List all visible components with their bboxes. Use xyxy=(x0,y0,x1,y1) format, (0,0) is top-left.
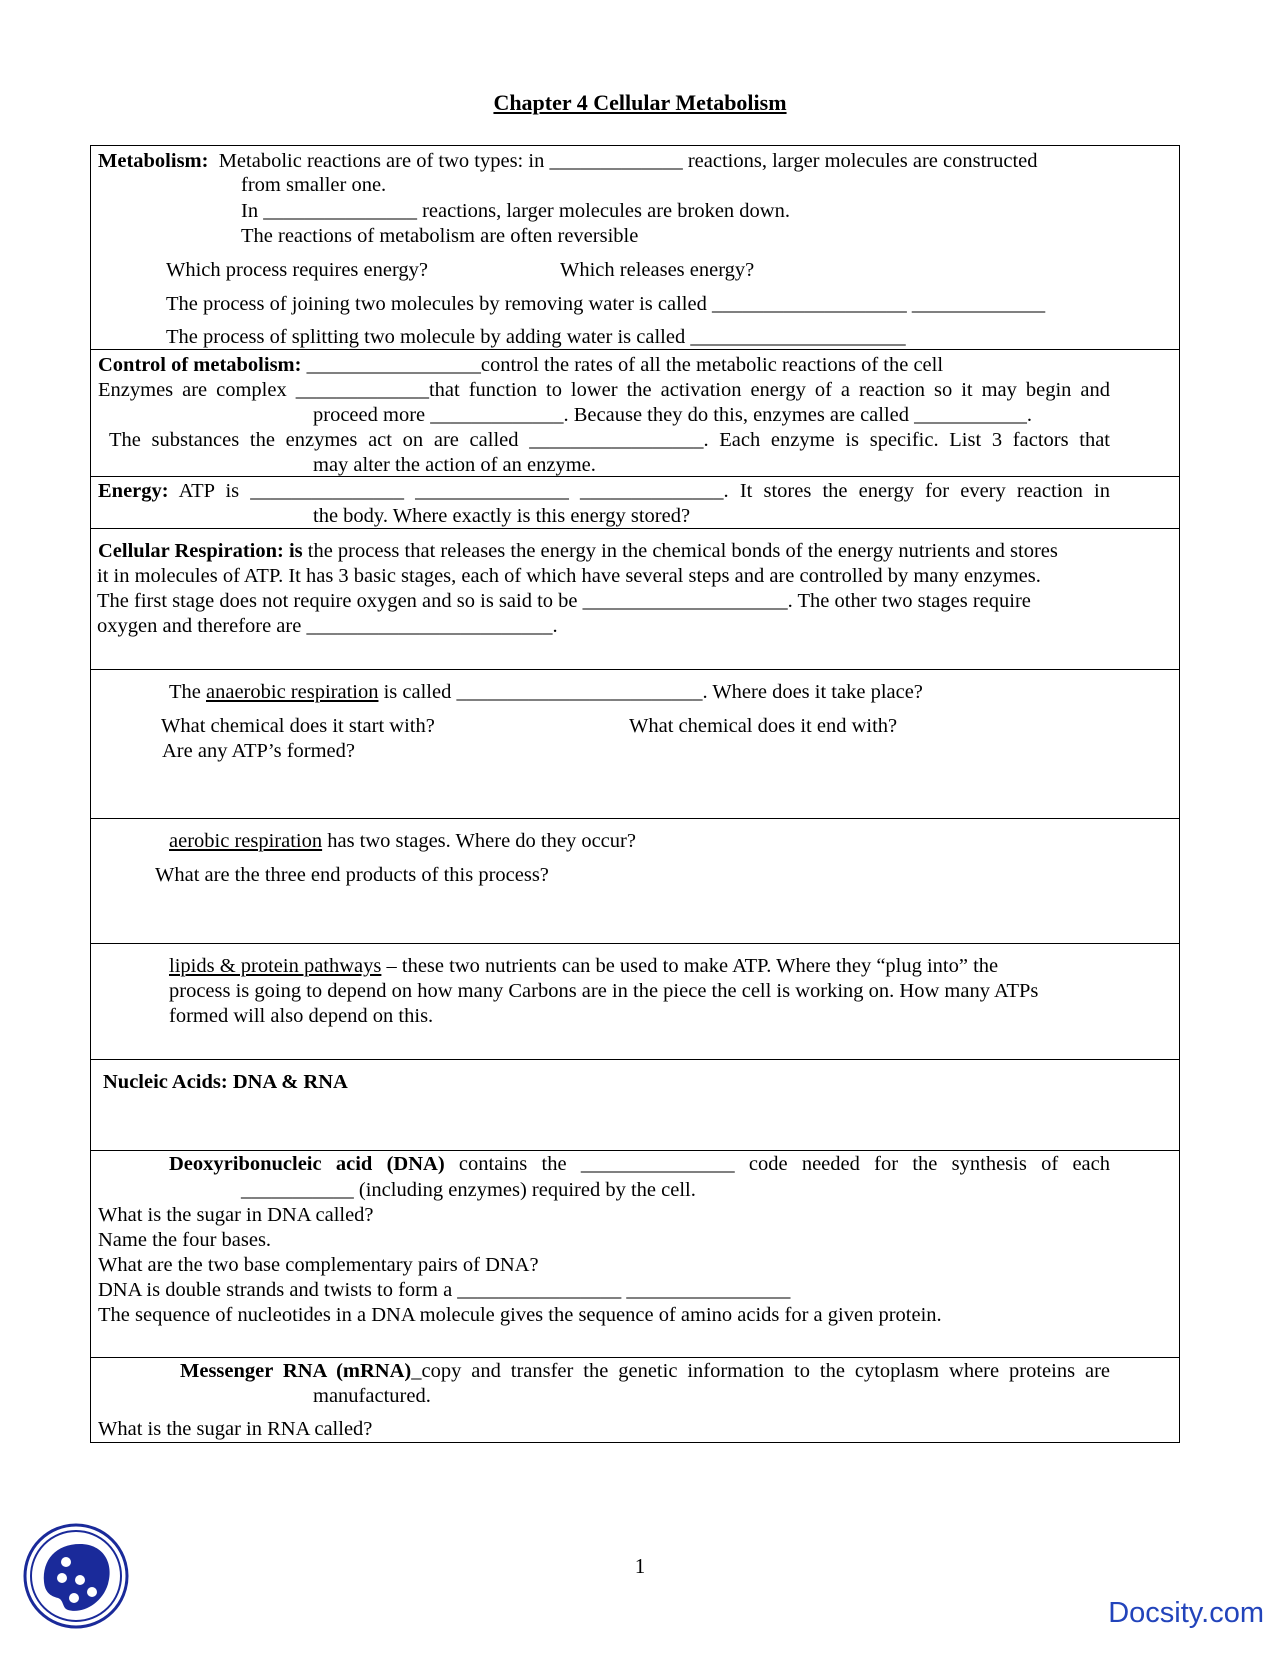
control-heading: Control of metabolism: xyxy=(98,354,302,376)
lipids-text-1: – these two nutrients can be used to make ATP. Where they “plug into” the xyxy=(381,955,999,977)
energy-heading: Energy: xyxy=(98,480,169,502)
anaerobic-post: is called ________________________. Where does it take place? xyxy=(378,681,923,703)
anaerobic-question-1: What chemical does it start with? xyxy=(161,715,435,737)
anaerobic-question-2: What chemical does it end with? xyxy=(629,715,898,737)
metabolism-question-2: Which releases energy? xyxy=(560,259,755,281)
dna-heading: Deoxyribonucleic acid (DNA) xyxy=(169,1153,445,1175)
respiration-line-1 xyxy=(98,539,1058,563)
metabolism-line-3: In _______________ reactions, larger molecules are broken down. xyxy=(241,200,790,222)
section-anaerobic-respiration xyxy=(90,669,1180,818)
control-text-1: _________________control the rates of all the metabolic reactions of the cell xyxy=(301,354,944,376)
dna-line-2: ___________ (including enzymes) required by the cell. xyxy=(241,1179,696,1201)
docsity-logo-icon xyxy=(22,1522,130,1630)
dna-text-1: contains the _______________ code needed for the synthesis of each xyxy=(444,1153,1110,1175)
respiration-line-2: it in molecules of ATP. It has 3 basic stages, each of which have several steps and are controlled by many enzymes. xyxy=(97,565,1041,587)
dna-line-4: Name the four bases. xyxy=(98,1229,272,1251)
metabolism-line-2: from smaller one. xyxy=(241,174,387,196)
lipids-line-3: formed will also depend on this. xyxy=(169,1005,434,1027)
anaerobic-line-1 xyxy=(169,680,923,704)
anaerobic-question-3: Are any ATP’s formed? xyxy=(162,740,355,762)
energy-text-1: ATP is _______________ _______________ ______________. It stores the energy for every reaction in xyxy=(168,480,1110,502)
section-aerobic-respiration xyxy=(90,818,1180,943)
respiration-line-3: The first stage does not require oxygen and so is said to be ____________________. The other two stages require xyxy=(97,590,1031,612)
metabolism-question-1: Which process requires energy? xyxy=(166,259,429,281)
mrna-heading: Messenger RNA (mRNA) xyxy=(180,1360,412,1382)
nucleic-heading: Nucleic Acids: DNA & RNA xyxy=(103,1071,348,1093)
mrna-line-3: What is the sugar in RNA called? xyxy=(98,1418,373,1440)
mrna-line-1 xyxy=(180,1359,1110,1383)
page-title: Chapter 4 Cellular Metabolism xyxy=(493,90,787,115)
mrna-text-1: _copy and transfer the genetic information to the cytoplasm where proteins are xyxy=(411,1360,1110,1382)
section-nucleic-acids xyxy=(90,1059,1180,1150)
section-control-of-metabolism xyxy=(90,349,1180,476)
respiration-text-1: the process that releases the energy in the chemical bonds of the energy nutrients and stores xyxy=(302,540,1058,562)
metabolism-question-3: The process of joining two molecules by removing water is called ___________________ _____________ xyxy=(166,293,1046,315)
energy-line-1 xyxy=(98,479,1110,503)
section-dna xyxy=(90,1150,1180,1357)
lipids-term: lipids & protein pathways xyxy=(169,955,382,977)
lipids-line-2: process is going to depend on how many Carbons are in the piece the cell is working on. How many ATPs xyxy=(169,980,1039,1002)
energy-line-2: the body. Where exactly is this energy stored? xyxy=(313,505,691,527)
dna-line-6: DNA is double strands and twists to form a ________________ ________________ xyxy=(98,1279,791,1301)
anaerobic-term: anaerobic respiration xyxy=(206,681,379,703)
control-line-2: Enzymes are complex _____________that function to lower the activation energy of a reaction so it may begin and xyxy=(98,379,1110,401)
dna-line-5: What are the two base complementary pairs of DNA? xyxy=(98,1254,539,1276)
section-cellular-respiration xyxy=(90,528,1180,669)
section-metabolism xyxy=(90,145,1180,349)
aerobic-line-1 xyxy=(169,829,636,853)
aerobic-post: has two stages. Where do they occur? xyxy=(322,830,636,852)
section-energy xyxy=(90,476,1180,528)
metabolism-line-1 xyxy=(98,149,1038,173)
control-line-1 xyxy=(98,353,943,377)
respiration-heading: Cellular Respiration: is xyxy=(98,540,303,562)
control-line-5: may alter the action of an enzyme. xyxy=(313,454,596,476)
mrna-line-2: manufactured. xyxy=(313,1385,431,1407)
section-lipids-protein xyxy=(90,943,1180,1059)
dna-line-3: What is the sugar in DNA called? xyxy=(98,1204,374,1226)
section-mrna xyxy=(90,1357,1180,1443)
control-line-3: proceed more _____________. Because they do this, enzymes are called ___________. xyxy=(313,404,1033,426)
metabolism-text-1: Metabolic reactions are of two types: in _____________ reactions, larger molecules are constructed xyxy=(218,150,1038,172)
aerobic-term: aerobic respiration xyxy=(169,830,323,852)
anaerobic-pre: The xyxy=(169,681,206,703)
metabolism-line-4: The reactions of metabolism are often reversible xyxy=(241,225,639,247)
metabolism-question-4: The process of splitting two molecule by adding water is called _____________________ xyxy=(166,326,906,348)
lipids-line-1 xyxy=(169,954,998,978)
page-number: 1 xyxy=(634,1554,646,1578)
metabolism-heading: Metabolism: xyxy=(98,150,209,172)
docsity-brand-text[interactable]: Docsity.com xyxy=(1108,1597,1264,1629)
respiration-line-4: oxygen and therefore are ________________________. xyxy=(97,615,558,637)
dna-line-1 xyxy=(169,1152,1110,1176)
dna-line-7: The sequence of nucleotides in a DNA molecule gives the sequence of amino acids for a given protein. xyxy=(98,1304,942,1326)
aerobic-question-1: What are the three end products of this process? xyxy=(155,864,549,886)
control-line-4: The substances the enzymes act on are called _________________. Each enzyme is specific. List 3 factors that xyxy=(109,429,1110,451)
